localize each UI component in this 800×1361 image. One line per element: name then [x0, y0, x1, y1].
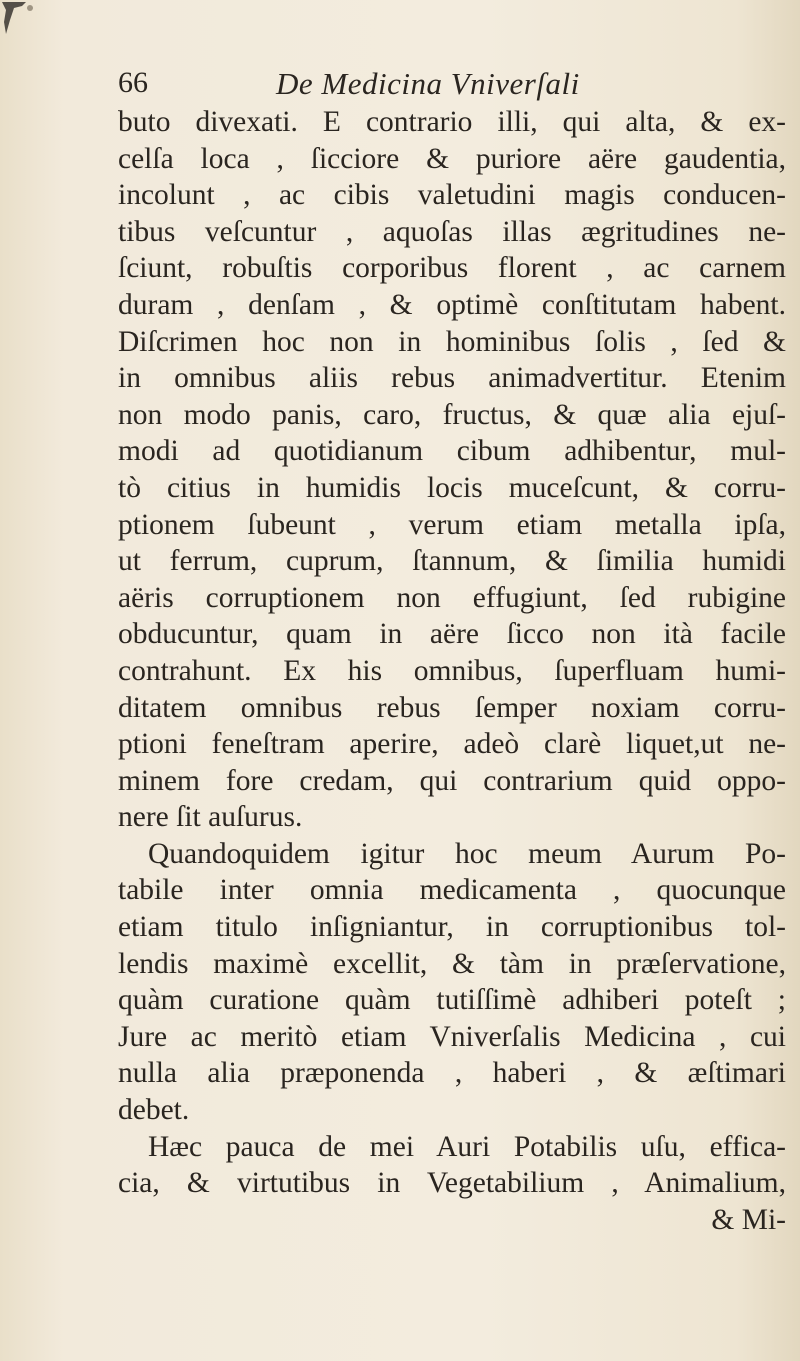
page-number: 66	[118, 66, 148, 99]
text-line: ptionem ſubeunt , verum etiam metalla ipſa,	[118, 508, 786, 541]
text-line: tibus veſcuntur , aquoſas illas ægritudines ne-	[118, 215, 786, 248]
text-line: contrahunt. Ex his omnibus, ſuperfluam humi-	[118, 654, 786, 687]
text-line: Hæc pauca de mei Auri Potabilis uſu, effica-	[148, 1130, 786, 1163]
text-line: obducuntur, quam in aëre ſicco non ità facile	[118, 618, 786, 651]
text-line: ptioni feneſtram aperire, adeò clarè liquet,ut ne-	[118, 728, 786, 761]
text-line: celſa loca , ſicciore & puriore aëre gaudentia,	[118, 142, 786, 175]
text-line: cia, & virtutibus in Vegetabilium , Animalium,	[118, 1167, 786, 1200]
text-line: tabile inter omnia medicamenta , quocunque	[118, 874, 786, 907]
text-line: Diſcrimen hoc non in hominibus ſolis , ſed &	[118, 325, 786, 358]
text-line: aëris corruptionem non effugiunt, ſed rubigine	[118, 581, 786, 614]
text-line: modi ad quotidianum cibum adhibentur, mul-	[118, 435, 786, 468]
running-title: De Medicina Vniverſali	[276, 66, 580, 101]
text-line: nere ſit auſurus.	[118, 801, 303, 834]
text-line: lendis maximè excellit, & tàm in præſervatione,	[118, 947, 786, 980]
text-line: nulla alia præponenda , haberi , & æſtimari	[118, 1057, 786, 1090]
text-line: ditatem omnibus rebus ſemper noxiam corru-	[118, 691, 786, 724]
page-header	[118, 60, 798, 110]
text-line: ſciunt, robuſtis corporibus florent , ac carnem	[118, 252, 786, 285]
catchword-line: & Mi-	[711, 1203, 786, 1236]
text-line: Jure ac meritò etiam Vniverſalis Medicina , cui	[118, 1020, 786, 1053]
text-line: debet.	[118, 1094, 190, 1127]
corner-ink-mark	[0, 0, 40, 40]
text-line: duram , denſam , & optimè conſtitutam habent.	[118, 288, 786, 321]
text-line: buto divexati. E contrario illi, qui alta, & ex-	[118, 106, 786, 138]
text-line: in omnibus aliis rebus animadvertitur. Etenim	[118, 362, 786, 395]
text-line: ut ferrum, cuprum, ſtannum, & ſimilia humidi	[118, 545, 786, 578]
text-line: Quandoquidem igitur hoc meum Aurum Po-	[148, 837, 786, 870]
text-line: minem fore credam, qui contrarium quid oppo-	[118, 764, 786, 797]
text-line: incolunt , ac cibis valetudini magis conducen-	[118, 179, 786, 212]
text-line: etiam titulo inſigniantur, in corruptionibus tol-	[118, 911, 786, 944]
text-line: quàm curatione quàm tutiſſimè adhiberi poteſt ;	[118, 984, 786, 1017]
text-line: tò citius in humidis locis muceſcunt, & corru-	[118, 471, 786, 504]
body-text	[118, 104, 786, 1238]
text-line: non modo panis, caro, fructus, & quæ alia ejuſ-	[118, 398, 786, 431]
